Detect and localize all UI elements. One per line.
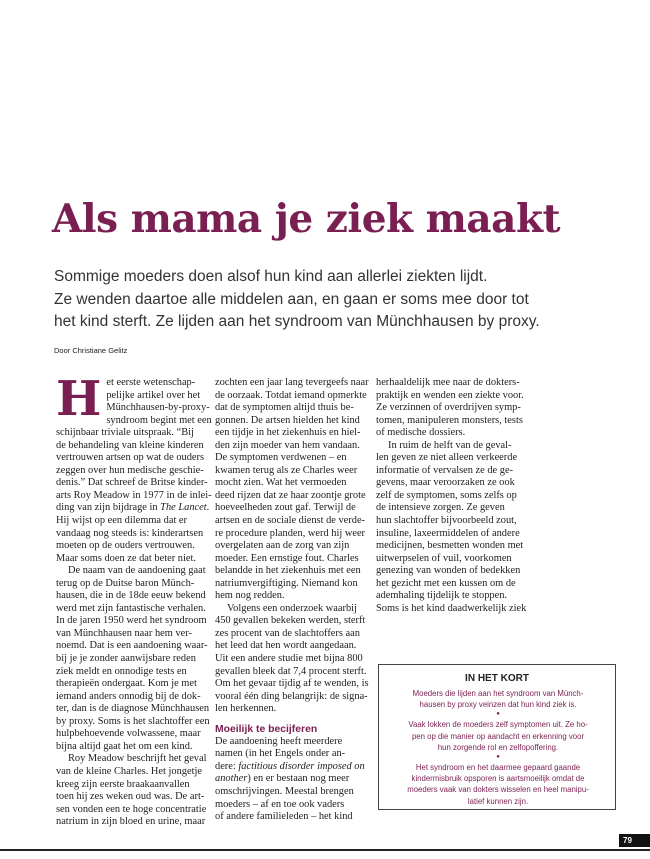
paragraph [376,440,526,616]
text-line: de intensieve zorgen. Ze geven [376,502,505,514]
lead-line: Ze wenden daartoe alle middelen aan, en gaan er soms mee door tot [54,290,529,308]
italic-term: The Lancet [160,502,207,514]
text-line: dat de symptomen altijd thuis be- [215,402,354,414]
text-line: by proxy. Soms is het slachtoffer een [56,715,210,727]
lead-line: Sommige moeders doen alsof hun kind aan allerlei ziekten lijdt. [54,268,488,285]
text-line: of andere familieleden – het kind [215,811,353,823]
text-line: hausen by proxy veinzen dat hun kind ziek is. [419,700,577,710]
paragraph [376,377,526,440]
paragraph [215,377,369,603]
text-line: het gezicht met een kussen om de [376,577,516,589]
text-line: Het syndroom en het daarmee gepaard gaande [415,763,581,773]
summary-box [378,664,616,810]
text-line: Münchhausen-by-proxy- [106,402,210,414]
text-line: zes procent van de slachtoffers aan [215,627,360,639]
text-line: ziek meldt en onnodige tests en [56,665,187,677]
text-line: Uit een andere studie met bijna 800 [215,653,363,665]
text-line: De symptomen verdwenen – en [215,452,347,464]
text-line: moeder. Een ernstige fout. Charles [215,552,359,564]
article-lead [54,266,614,334]
text-line: mocht zien. Wat het vermoeden [215,477,347,489]
text-line: hulpbehoevende volwassene, maar [56,728,201,740]
paragraph [56,753,207,828]
text-line: gevens, maar veroorzaken ze ook [376,477,515,489]
text-line: De naam van de aandoening gaat [68,565,206,577]
text-line: Roy Meadow beschrijft het geval [68,753,207,765]
bullet-icon: ● [496,754,500,761]
text-line [215,773,360,786]
text-line: pen op die manier op aandacht en erkenning voor [411,731,585,741]
text-line: het leed dat hen wordt aangedaan. [215,640,357,652]
paragraph [56,371,212,565]
text-line: natriumvergiftiging. Niemand kon [215,577,358,589]
text-line [215,760,365,774]
drop-cap: H [56,371,102,427]
text-line: vertrouwen artsen op wat de ouders [56,452,205,464]
text-line: moeders vaak van dokters wisselen en heel manipu- [407,785,589,795]
text-line: ter, dan is de diagnose Münchhausen [56,703,210,715]
text-line: medicijnen, besmetten wonden met [376,540,524,552]
text-line: toen hij zes weken oud was. De art- [56,791,205,803]
text-line: hoeveelheden zout gaf. Terwijl de [215,502,356,514]
text-line: den zijn moeder van hem vandaan. [215,439,360,451]
text-line: 450 gevallen bekeken werden, sterft [215,615,366,627]
text-line: therapieën ondergaat. Kom je met [56,678,197,690]
text-line: of medische dossiers. [376,427,466,439]
text-line: Ze verzinnen of overdrijven symp- [376,402,521,414]
text-line: namen (in het Engels onder an- [215,748,346,760]
text-line: Soms is het kind daadwerkelijk ziek [376,602,527,614]
text-line: Volgens een onderzoek waarbij [227,602,357,614]
text-fragment: ) en er bestaan nog meer [247,773,350,785]
text-line: bij je je zonder aanwijsbare reden [56,653,196,665]
text-fragment: dere: [215,760,239,772]
paragraph [215,602,369,716]
text-line: gonnen. De artsen hielden het kind [215,414,360,426]
text-line: van de kleine Charles. Het jongetje [56,765,202,777]
text-line: denis.” Dat schreef de Britse kinder- [56,477,208,489]
byline: Door Christiane Gelitz [54,346,128,355]
text-line: gevallen bleek dat 7,4 procent sterft. [215,665,367,677]
text-line: sen vonden een te hoge concentratie [56,803,207,815]
article-title: Als mama je ziek maakt [52,196,560,242]
text-line: overgelaten aan de zorg van zijn [215,540,350,552]
text-line: len herkennen. [215,703,277,715]
summary-item [385,719,611,753]
text-line: vandaag nog steeds is: kinderartsen [56,527,204,539]
text-line: moeders – af en toe ook vaders [215,798,345,810]
text-line: latief kunnen zijn. [467,796,529,806]
text-line: genezing van wonden of bedekken [376,565,521,577]
text-line: vooral één ding belangrijk: de signa- [215,690,368,702]
text-line: arts Roy Meadow in 1977 in de inlei- [56,489,212,501]
summary-item [385,762,611,807]
column-1 [56,371,212,829]
text-line: herhaaldelijk mee naar de dokters- [376,377,520,388]
footer-rule [0,849,650,851]
text-line: werd met zijn fantastische verhalen. [56,602,206,614]
text-line: de oorzaak. Totdat iemand opmerkte [215,389,367,401]
text-line: et eerste wetenschap- [106,377,196,388]
column-3 [376,377,526,615]
text-line: informatie of vervalsen ze de ge- [376,464,514,476]
text-line: iemand anders onnodig bij de dok- [56,690,201,702]
summary-box-body [385,688,611,807]
paragraph [56,565,210,753]
text-line: terug op de Duitse baron Münch- [56,577,195,589]
column-2 [215,377,369,824]
text-line: De aandoening heeft meerdere [215,735,343,747]
text-line: zochten een jaar lang tevergeefs naar [215,377,369,388]
text-line: natrium in zijn bloed en urine, maar [56,816,206,828]
text-line: praktijk en wenden een ziekte voor. [376,389,524,401]
text-line: deed rijzen dat ze haar zoontje grote [215,489,366,501]
text-line: moeten op de ouders vertrouwen. [56,540,195,552]
text-line: tomen, manipuleren monsters, tests [376,414,523,426]
text-line: uitwerpselen of vuil, voorkomen [376,552,512,564]
text-line: zeggen over hun medische geschie- [56,464,204,476]
text-line: bijna altijd gaat het om een kind. [56,740,193,752]
text-line: Maar soms doen ze dat beter niet. [56,552,196,564]
bullet-icon: ● [496,711,500,718]
text-line: Hij wijst op een dilemma dat er [56,515,188,527]
text-line: pelijke artikel over het [106,389,201,401]
text-line: de behandeling van kleine kinderen [56,439,204,451]
page-number: 79 [619,834,650,847]
italic-term: factitious disorder imposed on [238,760,365,772]
text-line: van Münchhausen naar hem ver- [56,627,192,639]
text-line: schijnbaar triviale uitspraak. “Bij [56,427,194,439]
text-line: ding van zijn bijdrage in The Lancet. [56,502,210,514]
text-line: syndroom begint met een [106,414,212,426]
text-line: insuline, laxeermiddelen of andere [376,527,520,539]
italic-term: another [215,773,248,785]
lead-line: het kind sterft. Ze lijden aan het syndroom van Münchhausen by proxy. [54,313,540,330]
text-line: kreeg zijn eerste braakaanvallen [56,778,190,790]
text-line: kwamen terug als ze Charles weer [215,464,358,476]
text-line: hun zorgende rol en zelfopoffering. [437,742,559,752]
text-line: hun slachtoffer bijvoorbeeld zout, [376,515,517,527]
text-line: Vaak lokken de moeders zelf symptomen uit. Ze ho- [408,720,588,730]
text-line: artsen en de sociale dienst de verde- [215,515,366,527]
paragraph [215,735,365,824]
text-line: In de jaren 1950 werd het syndroom [56,615,207,627]
text-line: ademhaling tijdelijk te stoppen. [376,590,508,602]
text-line: hausen, die in de 18de eeuw bekend [56,590,206,602]
text-line: re procedure planden, werd hij weer [215,527,366,539]
text-line: noemd. Dat is een aandoening waar- [56,640,208,652]
text-line: Moeders die lijden aan het syndroom van Münch- [412,689,584,698]
text-line: zelf de symptomen, soms zelfs op [376,489,517,501]
summary-box-title: IN HET KORT [465,673,529,684]
text-line: len geven ze niet alleen verkeerde [376,452,518,464]
text-line: een tijdje in het ziekenhuis en hiel- [215,427,361,439]
text-line: belandde in het ziekenhuis met een [215,565,361,577]
text-line: Om het gevaar tijdig af te wenden, is [215,678,369,690]
text-line: omschrijvingen. Meestal brengen [215,785,354,797]
section-heading: Moeilijk te becijferen [215,723,318,735]
text-line: hem nog redden. [215,590,285,602]
text-line: In ruim de helft van de geval- [388,439,512,451]
text-line: kindermisbruik opsporen is aartsmoeilijk omdat de [411,774,585,784]
summary-item [385,688,611,710]
